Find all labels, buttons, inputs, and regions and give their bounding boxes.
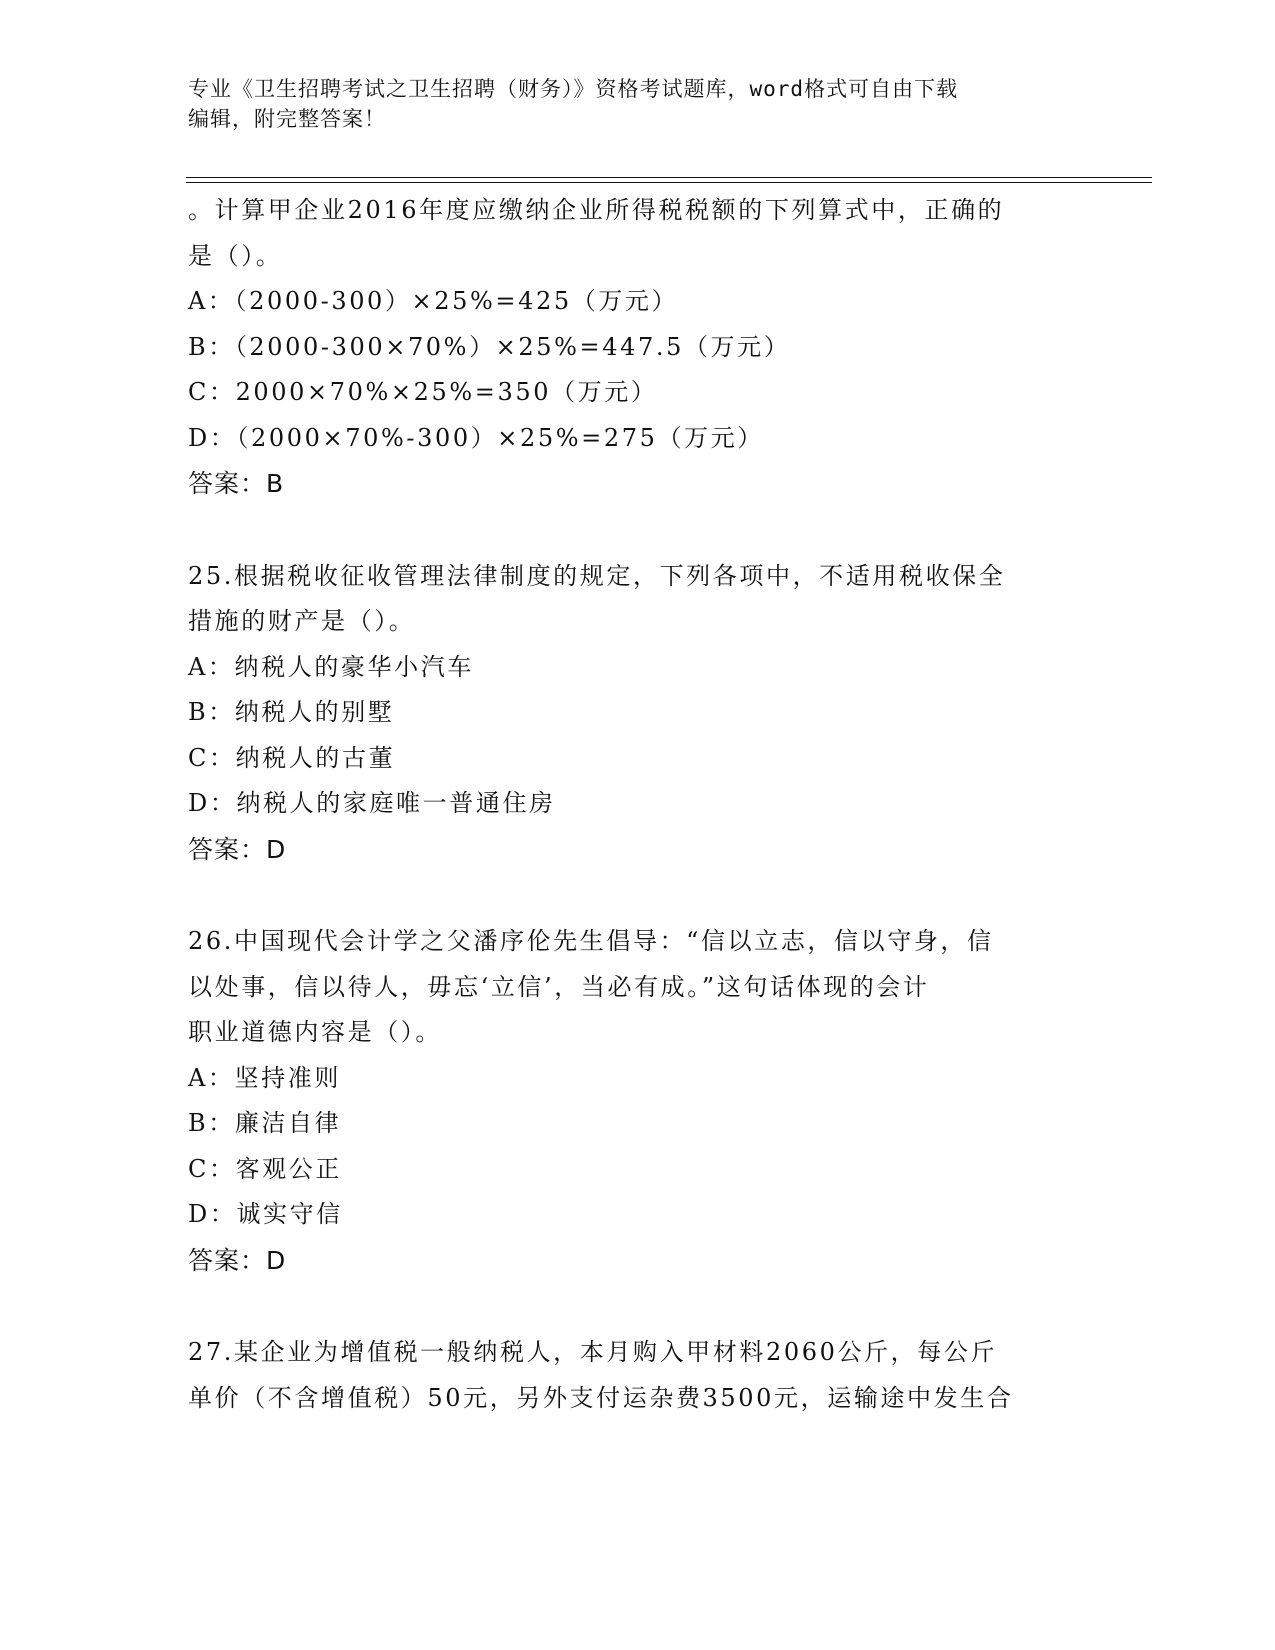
question-stem: 职业道德内容是（）。 <box>188 1018 442 1046</box>
page-header <box>188 74 1068 134</box>
question-stem: 25.根据税收征收管理法律制度的规定，下列各项中，不适用税收保全 <box>188 561 1006 590</box>
option-d: D：纳税人的家庭唯一普通住房 <box>188 789 556 817</box>
option-b: B：（2000-300×70%）×25%=447.5（万元） <box>188 332 791 361</box>
option-a: A：（2000-300）×25%=425（万元） <box>188 287 679 315</box>
option-c: C：客观公正 <box>188 1154 342 1183</box>
question-stem: 单价（不含增值税）50元，另外支付运杂费3500元，运输途中发生合 <box>188 1383 1014 1412</box>
question-stem: 是（）。 <box>188 241 283 270</box>
option-c: C：纳税人的古董 <box>188 743 396 772</box>
option-b: B：廉洁自律 <box>188 1109 342 1137</box>
option-d: D：诚实守信 <box>188 1200 343 1228</box>
option-a: A：坚持准则 <box>188 1063 341 1092</box>
answer: 答案：D <box>188 1245 287 1275</box>
header-line-1: 专业《卫生招聘考试之卫生招聘（财务）》资格考试题库，word格式可自由下载 <box>188 77 959 101</box>
header-divider-bottom <box>186 182 1152 183</box>
answer: 答案：D <box>188 834 287 864</box>
answer: 答案：B <box>188 469 285 498</box>
question-25 <box>188 554 1088 873</box>
question-stem: 。计算甲企业2016年度应缴纳企业所得税税额的下列算式中，正确的 <box>188 196 1005 224</box>
document-body <box>188 188 1088 1421</box>
question-26 <box>188 919 1088 1283</box>
option-a: A：纳税人的豪华小汽车 <box>188 652 474 681</box>
question-stem: 措施的财产是（）。 <box>188 607 416 635</box>
question-24 <box>188 188 1088 507</box>
option-d: D：（2000×70%-300）×25%=275（万元） <box>188 423 764 452</box>
option-b: B：纳税人的别墅 <box>188 698 395 726</box>
header-line-2: 编辑，附完整答案！ <box>188 107 386 131</box>
question-stem: 27.某企业为增值税一般纳税人，本月购入甲材料2060公斤，每公斤 <box>188 1338 998 1366</box>
question-stem: 以处事，信以待人，毋忘‘立信’，当必有成。”这句话体现的会计 <box>188 972 930 1001</box>
option-c: C：2000×70%×25%=350（万元） <box>188 378 658 406</box>
header-divider-top <box>186 177 1152 178</box>
question-27 <box>188 1330 1088 1421</box>
question-stem: 26.中国现代会计学之父潘序伦先生倡导：“信以立志，信以守身，信 <box>188 927 994 955</box>
